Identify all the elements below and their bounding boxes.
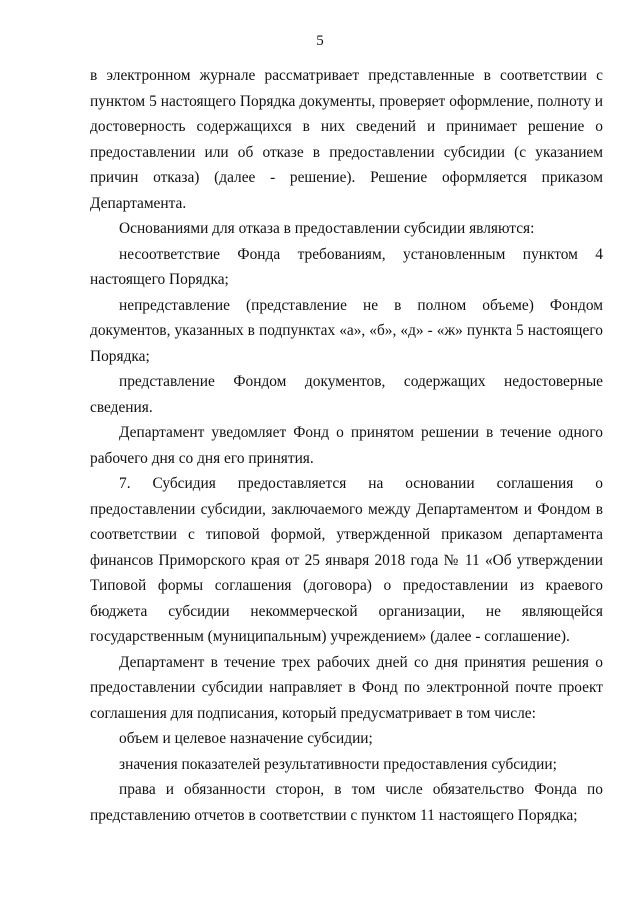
paragraph-item-indicators: значения показателей результативности предоставления субсидии; [119, 755, 557, 773]
paragraph-ground-2: непредставление (представление не в полном объеме) Фондом документов, указанных в подпунктах «а», «б», «д» - «ж» пункта 5 настоящего Порядка; [90, 296, 603, 365]
paragraph-ground-1: несоответствие Фонда требованиям, установленным пунктом 4 настоящего Порядка; [90, 245, 603, 288]
paragraph-refusal-grounds: Основаниями для отказа в предоставлении субсидии являются: [119, 220, 535, 237]
paragraph-notification: Департамент уведомляет Фонд о принятом решении в течение одного рабочего дня со дня его принятия. [90, 424, 603, 467]
paragraph-continuation: в электронном журнале рассматривает представленные в соответствии с пунктом 5 настоящего Порядка документы, проверяет оформление, полноту и достоверность содержащихся в них сведений и принимает решение о предоставлении или об отказе в предоставлении субсидии (с указанием причин отказа) (далее - решение). Решение оформляется приказом Департамента. [90, 67, 603, 212]
paragraph-item-rights: права и обязанности сторон, в том числе обязательство Фонда по представлению отчетов в соответствии с пунктом 11 настоящего Порядка; [90, 781, 603, 824]
paragraph-section-7: 7. Субсидия предоставляется на основании соглашения о предоставлении субсидии, заключаемого между Департаментом и Фондом в соответствии с типовой формой, утвержденной приказом департамента финансов Приморского края от 25 января 2018 года № 11 «Об утверждении Типовой формы соглашения (договора) о предоставлении из краевого бюджета субсидии некоммерческой организации, не являющейся государственным (муниципальным) учреждением» (далее - соглашение). [90, 475, 603, 645]
paragraph-item-volume: объем и целевое назначение субсидии; [119, 730, 373, 747]
paragraph-agreement-draft: Департамент в течение трех рабочих дней со дня принятия решения о предоставлении субсидии направляет в Фонд по электронной почте проект соглашения для подписания, который предусматривает в том числе: [90, 653, 603, 722]
paragraph-ground-3: представление Фондом документов, содержащих недостоверные сведения. [90, 373, 603, 416]
document-body [90, 63, 603, 828]
page-number: 5 [316, 33, 324, 49]
